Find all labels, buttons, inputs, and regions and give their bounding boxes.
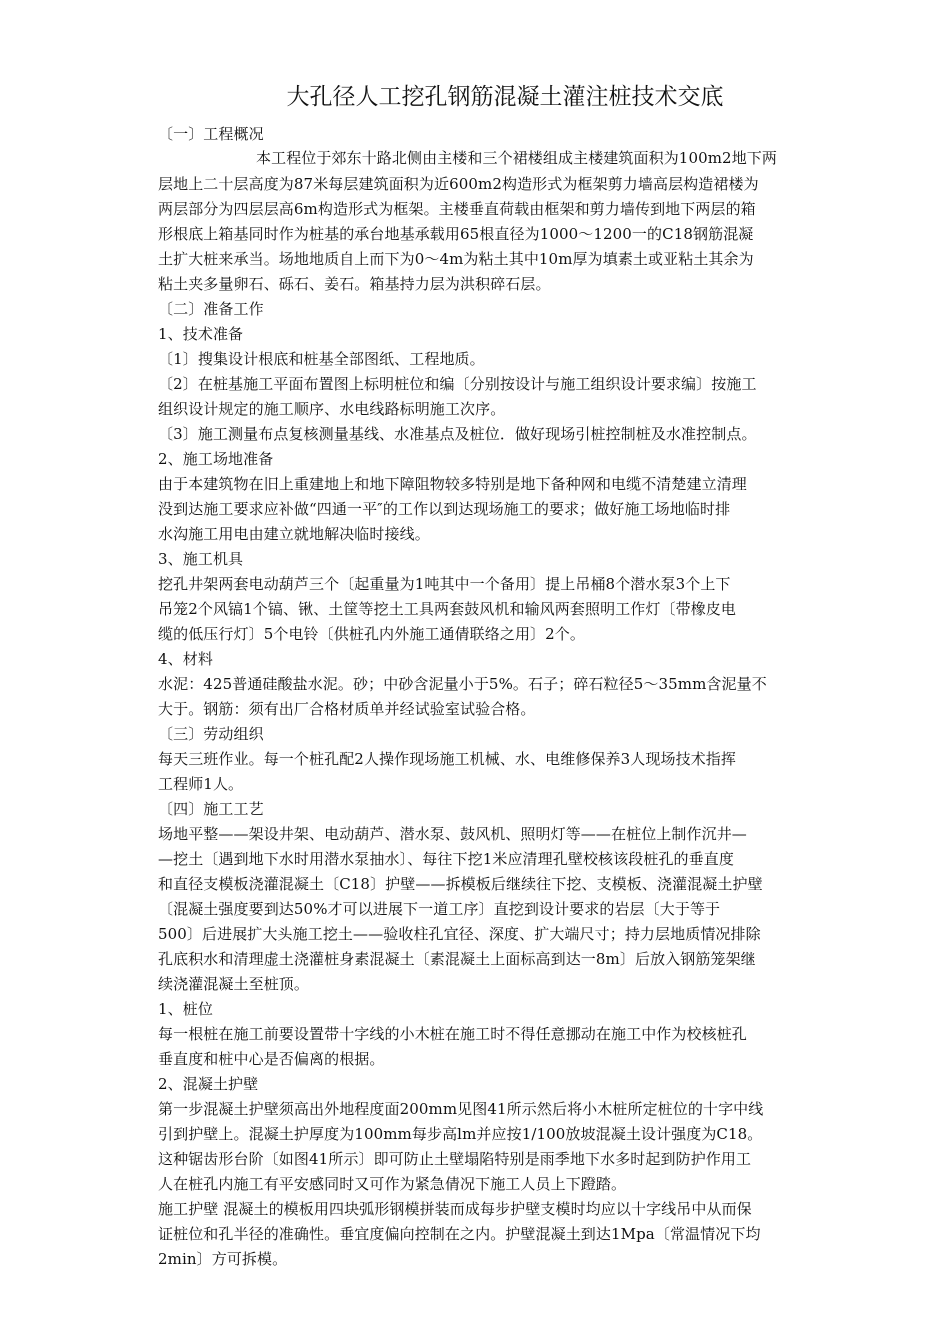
text-line: 缆的低压行灯〕5个电铃〔供桩孔内外施工通倩联络之用〕2个。 [158,625,585,643]
text-line: 形根底上箱基同时作为桩基的承台地基承载用65根直径为1000～1200一的C18钢筋混凝 [158,225,754,243]
text-line: 大于。钢筋：须有出厂合格材质单并经试验室试验合格。 [158,700,536,718]
text-line: 组织设计规定的施工顺序、水电线路标明施工次序。 [158,400,506,418]
text-line: 2、混凝土护壁 [158,1075,259,1093]
text-line: 没到达施工要求应补做“四通一平″的工作以到达现场施工的要求；做好施工场地临时排 [158,500,731,518]
text-line: 工程师1人。 [158,775,244,793]
text-line: 由于本建筑物在旧上重建地上和地下障阻物较多特别是地下备种网和电缆不清楚建立清理 [158,475,747,493]
text-line: 这种锯齿形台阶〔如图41所示〕即可防止土壁塌陷特别是雨季地下水多时起到防护作用工 [158,1150,752,1168]
text-line: 1、技术准备 [158,325,244,343]
text-line: 〔四〕施工工艺 [158,800,264,818]
text-line: 续浇灌混凝土至桩顶。 [158,975,310,993]
text-line: 第一步混凝土护壁须高出外地程度面200mm见图41所示然后将小木桩所定桩位的十字中线 [158,1100,764,1118]
text-line: 场地平整——架设井架、电动葫芦、潜水泵、鼓风机、照明灯等——在桩位上制作沉井— [158,825,747,843]
text-line: 水沟施工用电由建立就地解决临时接线。 [158,525,430,543]
text-line: 2min〕方可拆模。 [158,1250,288,1268]
text-line: 孔底积水和清理虚土浇灌桩身素混凝土〔素混凝土上面标高到达一8m〕后放入钢筋笼架继 [158,950,756,968]
text-line: 〔2〕在桩基施工平面布置图上标明桩位和编〔分别按设计与施工组织设计要求编〕按施工 [158,375,757,393]
text-line: —挖土〔遇到地下水时用潜水泵抽水〕、每往下挖1米应清理孔壁校核该段桩孔的垂直度 [158,850,734,868]
text-line: 〔一〕工程概况 [158,125,264,143]
document-title: 大孔径人工挖孔钢筋混凝土灌注桩技术交底 [286,84,724,110]
text-line: 本工程位于郊东十路北侧由主楼和三个裙楼组成主楼建筑面积为100m2地下两 [256,149,778,167]
text-line: 500〕后进展扩大头施工挖土——验收柱孔宜径、深度、扩大端尺寸；持力层地质情况排除 [158,925,761,943]
text-line: 土扩大桩来承当。场地地质自上而下为0～4m为粘土其中10m厚为填素土或亚粘土其余为 [158,250,754,268]
text-line: 粘土夹多量卵石、砾石、姜石。箱基持力层为洪积碎石层。 [158,275,551,293]
text-line: 吊笼2个风镐1个镐、锹、土筐等挖土工具两套鼓风机和输风两套照明工作灯〔带橡皮电 [158,600,736,618]
text-line: 〔1〕搜集设计根底和桩基全部图纸、工程地质。 [158,350,485,368]
text-line: 3、施工机具 [158,550,244,568]
text-line: 水泥：425普通硅酸盐水泥。砂；中砂含泥量小于5%。石子；碎石粒径5～35mm含泥量不 [158,675,767,693]
text-line: 每一根桩在施工前要设置带十字线的小木桩在施工时不得任意挪动在施工中作为校核桩孔 [158,1025,747,1043]
text-line: 〔混凝土强度要到达50%才可以进展下一道工序〕直挖到设计要求的岩层〔大于等于 [158,900,721,918]
text-line: 2、施工场地准备 [158,450,274,468]
text-line: 施工护壁 混凝土的模板用四块弧形钢模拼装而成每步护壁支模时均应以十字线吊中从而保 [158,1200,752,1218]
text-line: 〔三〕劳动组织 [158,725,264,743]
text-line: 1、桩位 [158,1000,213,1018]
text-line: 〔二〕准备工作 [158,300,264,318]
text-line: 证桩位和孔半径的准确性。垂宜度偏向控制在之内。护壁混凝土到达1Mpa〔常温情况下均 [158,1225,761,1243]
text-line: 〔3〕施工测量布点复核测量基线、水准基点及桩位．做好现场引桩控制桩及水准控制点。 [158,425,757,443]
text-line: 引到护壁上。混凝土护厚度为100mm每步高lm并应按1/100放坡混凝土设计强度为C18。 [158,1125,763,1143]
text-line: 和直径支模板浇灌混凝土〔C18〕护壁——拆模板后继续往下挖、支模板、浇灌混凝土护壁 [158,875,763,893]
text-line: 层地上二十层高度为87米每层建筑面积为近600m2构造形式为框架剪力墙高层构造裙楼为 [158,175,759,193]
text-line: 人在桩孔内施工有平安感同时又可作为紧急倩况下施工人员上下蹬踏。 [158,1175,627,1193]
text-line: 4、材料 [158,650,213,668]
text-line: 两层部分为四层层高6m构造形式为框架。主楼垂直荷载由框架和剪力墙传到地下两层的箱 [158,200,756,218]
text-line: 每天三班作业。每一个桩孔配2人操作现场施工机械、水、电维修保养3人现场技术指挥 [158,750,736,768]
text-line: 垂直度和桩中心是否偏离的根据。 [158,1050,385,1068]
text-line: 挖孔井架两套电动葫芦三个〔起重量为1吨其中一个备用〕提上吊桶8个潜水泵3个上下 [158,575,731,593]
